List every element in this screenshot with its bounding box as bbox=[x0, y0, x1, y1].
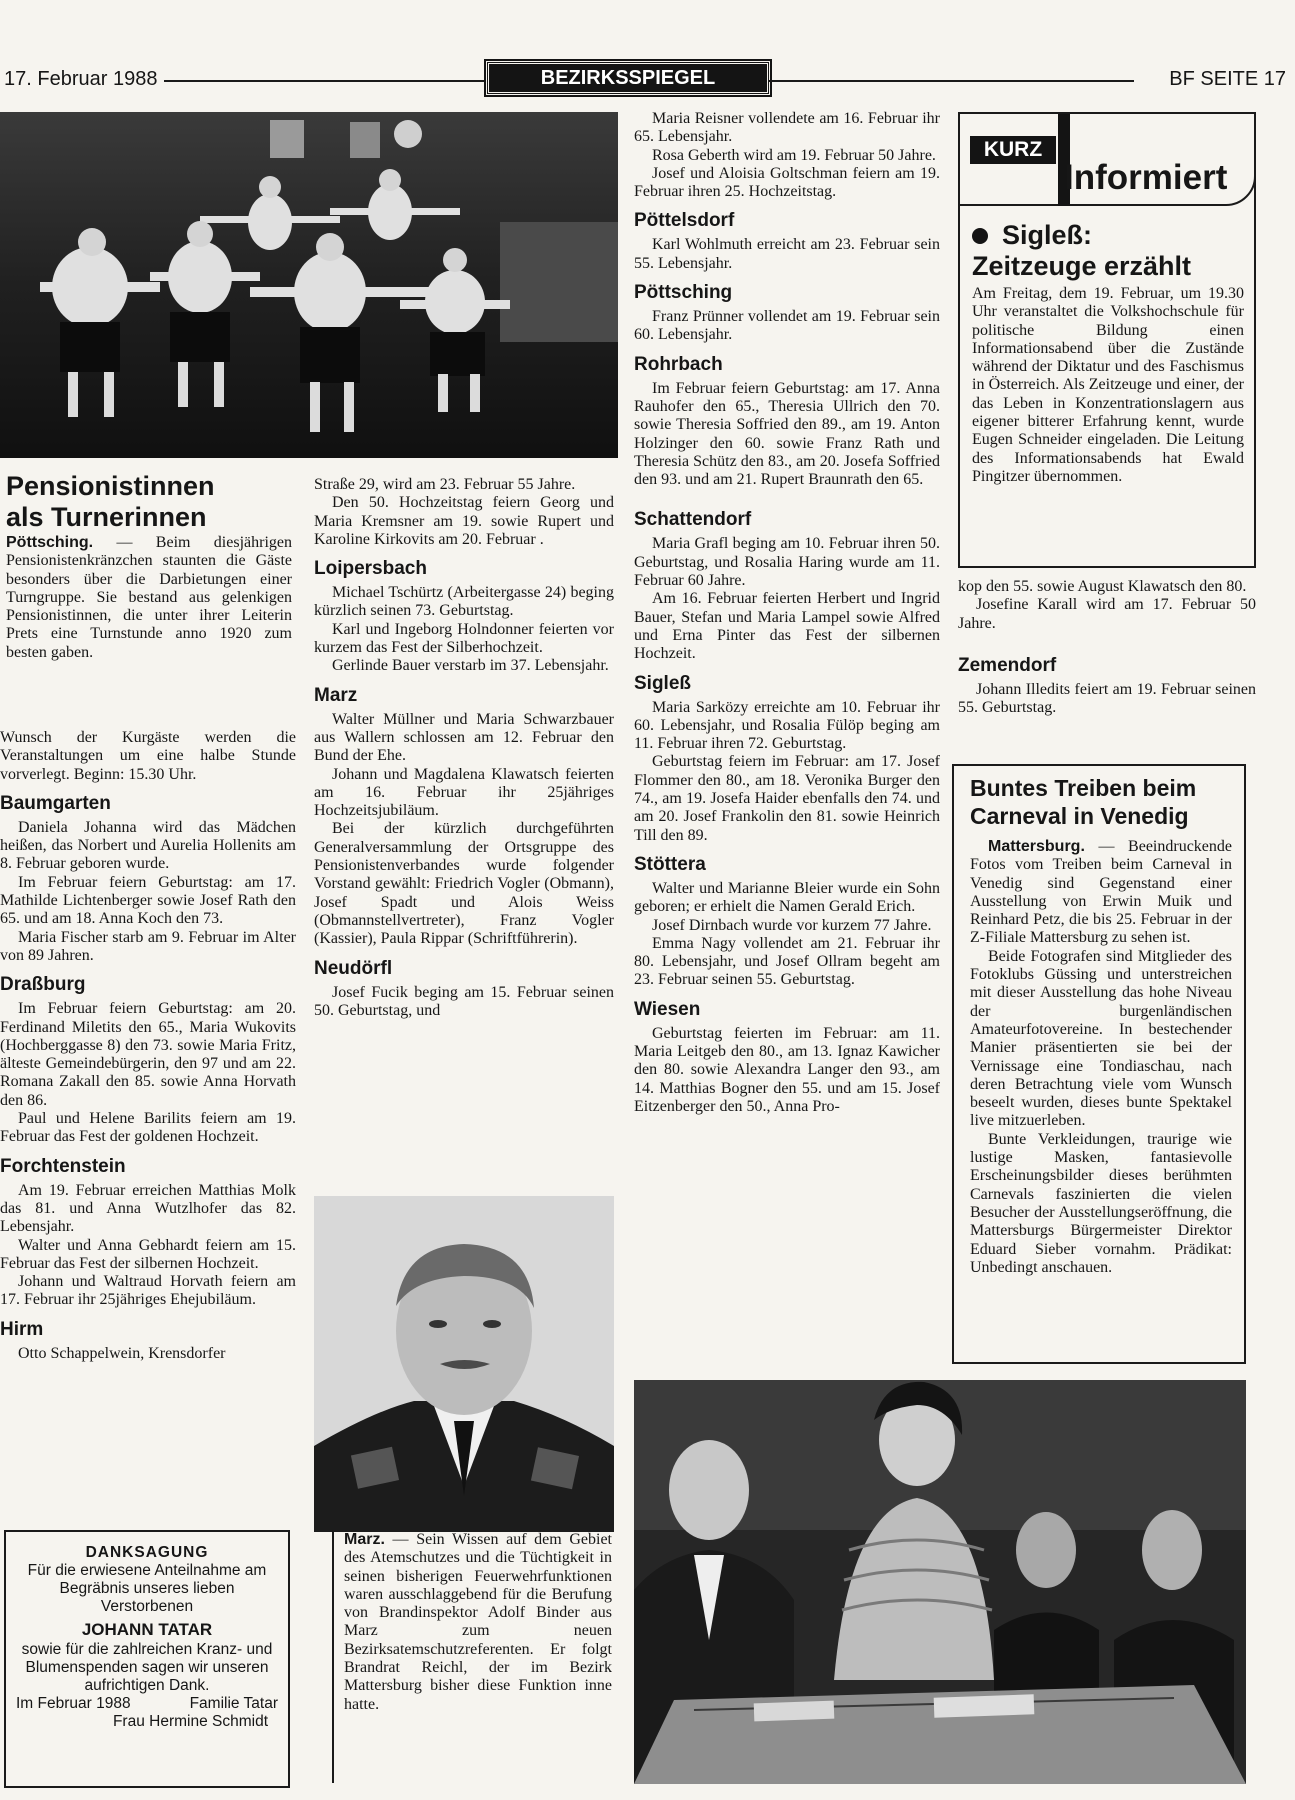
paragraph-loipersbach-2: Karl und Ingeborg Holndonner feierten vor kurzem das Fest der Silberhochzeit. bbox=[314, 620, 614, 657]
paragraph-schattendorf-1: Maria Grafl beging am 10. Februar ihren 50. Geburtstag, und Rosalia Haring wurde am 11. Februar 60 Jahre. bbox=[634, 535, 940, 590]
buntes-headline bbox=[970, 774, 1240, 830]
heading-wiesen: Wiesen bbox=[634, 998, 701, 1020]
paragraph-marz-2: Johann und Magdalena Klawatsch feierten am 16. Februar ihr 25jähriges Hochzeitsjubiläum. bbox=[314, 765, 614, 820]
header-rule-left bbox=[164, 80, 486, 82]
paragraph-wunsch: Wunsch der Kurgäste werden die Veranstaltungen um eine halbe Stunde vorverlegt. Beginn: 15.30 Uhr. bbox=[0, 729, 296, 783]
danksagung-line-1: Für die erwiesene Anteilnahme am Begräbnis unseres lieben Verstorbenen bbox=[27, 1562, 267, 1615]
danksagung-date: Im Februar 1988 bbox=[16, 1695, 131, 1712]
portrait-photo bbox=[314, 1196, 614, 1532]
kurz-informiert-banner bbox=[958, 112, 1256, 206]
headline-line-1: Pensionistinnen bbox=[6, 471, 215, 501]
gymnastics-photo bbox=[0, 112, 618, 458]
bullet-icon bbox=[972, 228, 988, 244]
paragraph-poettelsdorf: Karl Wohlmuth erreicht am 23. Februar sein 55. Lebensjahr. bbox=[634, 236, 940, 272]
paragraph-sigless-1: Maria Sarközy erreichte am 10. Februar ihr 60. Lebensjahr, und Rosalia Fülöp beging am 11. Februar ihren 72. Geburtstag. bbox=[634, 698, 940, 753]
heading-rohrbach: Rohrbach bbox=[634, 353, 723, 375]
heading-neudoerfl: Neudörfl bbox=[314, 957, 393, 979]
paragraph-hirm: Otto Schappelwein, Krensdorfer bbox=[18, 1344, 226, 1362]
group-photo bbox=[634, 1380, 1246, 1784]
paragraph-strasse: Straße 29, wird am 23. Februar 55 Jahre. bbox=[314, 476, 576, 493]
section-title: BEZIRKSSPIEGEL bbox=[486, 61, 770, 95]
heading-sigless: Sigleß bbox=[634, 672, 692, 694]
danksagung-sign-1: Familie Tatar bbox=[189, 1695, 278, 1712]
kurz-headline-line-2: Zeitzeuge erzählt bbox=[972, 251, 1192, 281]
paragraph-poettsching: Franz Prünner vollendet am 19. Februar sein 60. Lebensjahr. bbox=[634, 308, 940, 344]
caption-marz bbox=[332, 1531, 612, 1783]
paragraph-neudoerfl: Josef Fucik beging am 15. Februar seinen 50. Geburtstag, und bbox=[314, 983, 614, 1019]
paragraph-reisner: Maria Reisner vollendete am 16. Februar ihr 65. Lebensjahr. bbox=[634, 110, 940, 146]
paragraph-marz-3: Bei der kürzlich durchgeführten Generalversammlung der Ortsgruppe des Pensionistenverbandes wurde folgender Vorstand gewählt: Friedrich Vogler (Obmann), Josef Spadt und Alois Weiss (Obmannstellvertreter), Franz Vogler (Kassier), Paula Rippar (Schriftführerin). bbox=[314, 820, 614, 948]
headline-pensionistinnen bbox=[6, 471, 296, 533]
kurz-text: Am Freitag, dem 19. Februar, um 19.30 Uhr veranstaltet die Volkshochschule für politische Bildung einen Informationsabend über die Zustände während der Diktatur und des Faschismus in Österreich. Als Zeitzeuge und einer, der das Leben in Konzentrationslagern aus eigener bitterer Erfahrung kennt, wurde Eugen Schneider eingeladen. Die Leitung des Informationsabends hat Ewald Pingitzer übernommen. bbox=[972, 285, 1244, 485]
paragraph-geberth: Rosa Geberth wird am 19. Februar 50 Jahre. bbox=[652, 146, 936, 164]
paragraph-sigless-2: Geburtstag feiern im Februar: am 17. Josef Flommer den 80., am 18. Veronika Burger den 74., am 19. Josefa Haider ebenfalls den 74. und am 20. Josef Frankolin den 81. sowie Heinrich Till den 89. bbox=[634, 753, 940, 844]
heading-loipersbach: Loipersbach bbox=[314, 558, 427, 580]
lead-text: — Beim diesjährigen Pensionistenkränzchen staunten die Gäste besonders über die Darbietungen einer Turngruppe. Sie bestand aus gelenkigen Pensionistinnen, die unter ihrer Leiterin Prets eine Turnstunde anno 1920 zum besten gaben. bbox=[6, 534, 292, 661]
paragraph-baumgarten-3: Maria Fischer starb am 9. Februar im Alter von 89 Jahren. bbox=[0, 928, 296, 964]
danksagung-line-2: sowie für die zahlreichen Kranz- und Blumenspenden sagen wir unseren aufrichtigen Dank. bbox=[21, 1641, 273, 1694]
buntes-paragraph-2: Beide Fotografen sind Mitglieder des Fotoklubs Güssing und unterstreichen mit dieser Ausstellung das hohe Niveau der burgenländischen Amateurfotovereine. In bestechender Manier präsentierten sie bei der Vernissage eine Tondiaschau, nach deren Betrachtung viele vom Wunsch beseelt wurden, dieses bunte Spektakel live mitzuerleben. bbox=[970, 947, 1232, 1130]
paragraph-stoettera-1: Walter und Marianne Bleier wurde ein Sohn geboren; er erhielt die Namen Gerald Erich. bbox=[634, 879, 940, 916]
heading-stoettera: Stöttera bbox=[634, 853, 706, 875]
paragraph-baumgarten-2: Im Februar feiern Geburtstag: am 17. Mathilde Lichtenberger sowie Josef Rath den 65. und am 18. Anna Koch den 73. bbox=[0, 873, 296, 928]
header-rule-right bbox=[768, 80, 1134, 82]
paragraph-forchtenstein-3: Johann und Waltraud Horvath feiern am 17. Februar ihr 25jähriges Ehejubiläum. bbox=[0, 1273, 296, 1309]
paragraph-schattendorf-2: Am 16. Februar feierten Herbert und Ingrid Bauer, Stefan und Maria Lampel sowie Alfred und Erna Pinter das Fest der silbernen Hochzeit. bbox=[634, 590, 940, 663]
paragraph-kop: kop den 55. sowie August Klawatsch den 80. bbox=[958, 578, 1247, 595]
paragraph-marz-1: Walter Müllner und Maria Schwarzbauer aus Wallern schlossen am 12. Februar den Bund der Ehe. bbox=[314, 710, 614, 765]
danksagung-sign-2: Frau Hermine Schmidt bbox=[112, 1713, 268, 1730]
paragraph-stoettera-3: Emma Nagy vollendet am 21. Februar ihr 80. Lebensjahr, und Josef Ollram begeht am 23. Februar seinen 55. Geburtstag. bbox=[634, 934, 940, 989]
paragraph-karall: Josefine Karall wird am 17. Februar 50 Jahre. bbox=[958, 596, 1256, 632]
danksagung-name: JOHANN TATAR bbox=[81, 1620, 213, 1639]
kurz-informiert-box bbox=[958, 112, 1256, 568]
kurz-headline-line-1: Sigleß: bbox=[1002, 220, 1093, 250]
heading-zemendorf: Zemendorf bbox=[958, 654, 1057, 676]
headline-line-2: als Turnerinnen bbox=[6, 502, 207, 532]
danksagung-title: DANKSAGUNG bbox=[85, 1544, 209, 1561]
buntes-lead-place: Mattersburg. bbox=[988, 838, 1085, 855]
column-d-text bbox=[958, 578, 1256, 717]
buntes-text bbox=[970, 838, 1232, 1277]
heading-schattendorf: Schattendorf bbox=[634, 509, 752, 531]
buntes-lead-text: — Beeindruckende Fotos vom Treiben beim Carneval in Venedig sind Gegenstand einer Ausstellung von Erwin Muik und Reinhard Petz, die bis 25. Februar in der Z-Filiale Mattersburg zu sehen ist. bbox=[970, 838, 1232, 947]
paragraph-loipersbach-1: Michael Tschürtz (Arbeitergasse 24) beging kürzlich seinen 73. Geburtstag. bbox=[314, 584, 614, 620]
heading-poettelsdorf: Pöttelsdorf bbox=[634, 210, 735, 232]
heading-marz: Marz bbox=[314, 684, 358, 706]
paragraph-loipersbach-3: Gerlinde Bauer verstarb im 37. Lebensjahr. bbox=[332, 657, 609, 675]
paragraph-baumgarten-1: Daniela Johanna wird das Mädchen heißen, das Norbert und Aurelia Hollenits am 8. Februar geboren wurde. bbox=[0, 818, 296, 873]
paragraph-forchtenstein-2: Walter und Anna Gebhardt feiern am 15. Februar das Fest der silbernen Hochzeit. bbox=[0, 1236, 296, 1272]
heading-hirm: Hirm bbox=[0, 1318, 44, 1340]
buntes-paragraph-3: Bunte Verkleidungen, traurige wie lustige Masken, fantasievolle Erscheinungsbilder dieses berühmten Carnevals faszinierten die vielen Besucher der Ausstellungseröffnung, die Mattersburgs Bürgermeister Direktor Eduard Sieber vornahm. Prädikat: Unbedingt anschauen. bbox=[970, 1130, 1232, 1276]
paragraph-stoettera-2: Josef Dirnbach wurde vor kurzem 77 Jahre. bbox=[652, 916, 932, 934]
caption-place: Marz. bbox=[344, 1531, 385, 1548]
paragraph-wiesen: Geburtstag feierten im Februar: am 11. Maria Leitgeb den 80., am 13. Ignaz Kawicher den 80. sowie Alexandra Langer den 93., am 14. Matthias Bogner den 55. und am 15. Josef Eitzenberger den 50., Anna Pro- bbox=[634, 1024, 940, 1115]
buntes-treiben-box bbox=[952, 764, 1246, 1364]
heading-poettsching: Pöttsching bbox=[634, 282, 733, 304]
paragraph-drassburg-2: Paul und Helene Barilits feiern am 19. Februar das Fest der goldenen Hochzeit. bbox=[0, 1110, 296, 1146]
heading-baumgarten: Baumgarten bbox=[0, 792, 111, 814]
caption-text: — Sein Wissen auf dem Gebiet des Atemschutzes und die Tüchtigkeit in seinen bisherigen Feuerwehrfunktionen waren ausschlaggebend für die Berufung von Brandinspektor Adolf Binder aus Marz zum neuen Bezirksatemschutzreferenten. Er folgt Brandrat Reichl, der im Bezirk Mattersburg bisher diese Funktion inne hatte. bbox=[344, 1531, 612, 1713]
danksagung-box bbox=[4, 1530, 290, 1788]
kurz-label: KURZ bbox=[970, 136, 1056, 164]
column-b-text bbox=[314, 476, 614, 1196]
paragraph-forchtenstein-1: Am 19. Februar erreichen Matthias Molk das 81. und Anna Wutzlhofer das 82. Lebensjahr. bbox=[0, 1181, 296, 1236]
buntes-headline-line-2: Carneval in Venedig bbox=[970, 803, 1189, 829]
informiert-label: Informiert bbox=[1064, 158, 1228, 197]
page-date: 17. Februar 1988 bbox=[4, 68, 158, 90]
paragraph-rohrbach: Im Februar feiern Geburtstag: am 17. Anna Rauhofer den 65., Theresia Ullrich den 70. sowie Theresia Soffried den 89., am 19. Anton Holzinger den 60. sowie Franz Rath und Theresia Schütz den 83., am 20. Josefa Soffried den 93. und am 21. Rupert Braunrath den 65. bbox=[634, 379, 940, 489]
heading-drassburg: Draßburg bbox=[0, 974, 86, 996]
paragraph-hochzeitstag: Den 50. Hochzeitstag feiern Georg und Maria Kremsner am 19. sowie Rupert und Karoline Kirkovits am 20. Februar . bbox=[314, 494, 614, 548]
kurz-headline bbox=[972, 220, 1252, 282]
lead-place: Pöttsching. bbox=[6, 534, 94, 551]
article-pensionistinnen-lead bbox=[6, 534, 292, 662]
paragraph-goltschman: Josef und Aloisia Goltschman feiern am 19. Februar ihren 25. Hochzeitstag. bbox=[634, 164, 940, 201]
paragraph-drassburg-1: Im Februar feiern Geburtstag: am 20. Ferdinand Miletits den 65., Maria Wukovits (Hochberggasse 8) den 73. sowie Maria Fritz, älteste Gemeindebürgerin, den 97 und am 22. Romana Zakall den 85. sowie Anna Horvath den 86. bbox=[0, 1000, 296, 1109]
page-number: BF SEITE 17 bbox=[1169, 68, 1286, 90]
column-a-text bbox=[0, 729, 296, 1509]
heading-forchtenstein: Forchtenstein bbox=[0, 1155, 126, 1177]
paragraph-zemendorf: Johann Illedits feiert am 19. Februar seinen 55. Geburtstag. bbox=[958, 680, 1256, 717]
buntes-headline-line-1: Buntes Treiben beim bbox=[970, 775, 1197, 801]
column-c-text bbox=[634, 110, 940, 1364]
